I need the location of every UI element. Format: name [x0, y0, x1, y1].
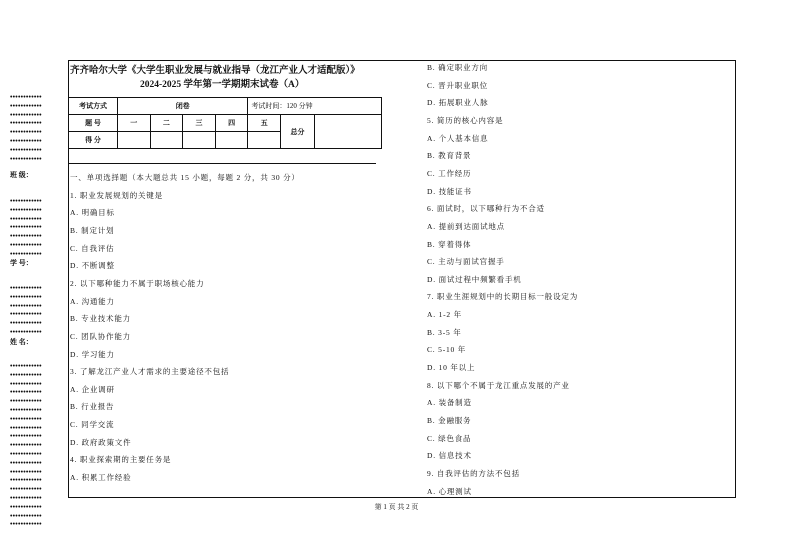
dot-row: ••••••••••••	[10, 370, 42, 379]
option-text: C. 晋升职业职位	[427, 80, 488, 90]
option-text: A. 装备制造	[427, 398, 472, 408]
dot-row: ••••••••••••	[10, 520, 42, 529]
question-text: 8. 以下哪个不属于龙江重点发展的产业	[427, 380, 570, 390]
section-header: 一	[118, 115, 151, 132]
page-footer: 第 1 页 共 2 页	[374, 503, 419, 511]
dot-row: ••••••••••••	[10, 301, 42, 310]
dot-row: ••••••••••••	[10, 240, 42, 249]
dotted-cut-line	[10, 197, 42, 259]
dot-row: ••••••••••••	[10, 414, 42, 423]
section-header: 二	[150, 115, 183, 132]
exam-time: 考试时间：120 分钟	[248, 98, 382, 115]
student-id-label: 学 号：	[10, 259, 33, 267]
score-cell	[118, 132, 151, 149]
dot-row: ••••••••••••	[10, 93, 42, 101]
exam-mode-label: 考试方式	[69, 98, 118, 115]
dot-row: ••••••••••••	[10, 502, 42, 511]
question-text: 9. 自我评估的方法不包括	[427, 468, 520, 478]
option-text: B. 确定职业方向	[427, 63, 488, 72]
option-text: B. 专业技术能力	[70, 314, 131, 324]
dotted-cut-line	[10, 93, 42, 163]
dot-row: ••••••••••••	[10, 154, 42, 163]
option-text: D. 技能证书	[427, 186, 472, 196]
option-text: A. 个人基本信息	[427, 133, 489, 143]
dot-row: ••••••••••••	[10, 128, 42, 137]
exam-mode-value: 闭卷	[118, 98, 248, 115]
dot-row: ••••••••••••	[10, 379, 42, 388]
option-text: A. 明确目标	[70, 208, 115, 218]
dot-row: ••••••••••••	[10, 388, 42, 397]
dot-row: ••••••••••••	[10, 493, 42, 502]
divider	[68, 163, 376, 164]
dot-row: ••••••••••••	[10, 223, 42, 232]
dot-row: ••••••••••••	[10, 441, 42, 450]
question-text: 1. 职业发展规划的关键是	[70, 190, 163, 200]
dot-row: ••••••••••••	[10, 284, 42, 292]
score-cell	[150, 132, 183, 149]
option-text: D. 拓展职业人脉	[427, 98, 489, 108]
exam-title: 齐齐哈尔大学《大学生职业发展与就业指导（龙江产业人才适配版）》	[70, 66, 360, 76]
dot-row: ••••••••••••	[10, 101, 42, 110]
option-text: D. 政府政策文件	[70, 437, 132, 447]
dot-row: ••••••••••••	[10, 214, 42, 223]
option-text: A. 心理测试	[427, 486, 472, 496]
option-text: A. 提前到达面试地点	[427, 221, 505, 231]
question-no-label: 题 号	[69, 115, 118, 132]
dot-row: ••••••••••••	[10, 292, 42, 301]
option-text: A. 企业调研	[70, 384, 115, 394]
dot-row: ••••••••••••	[10, 232, 42, 241]
option-text: D. 不断调整	[70, 261, 115, 271]
dot-row: ••••••••••••	[10, 423, 42, 432]
option-text: A. 1-2 年	[427, 310, 462, 320]
dot-row: ••••••••••••	[10, 145, 42, 154]
option-text: C. 同学交流	[70, 420, 115, 430]
score-cell	[183, 132, 216, 149]
dot-row: ••••••••••••	[10, 405, 42, 414]
section-header: 四	[215, 115, 248, 132]
question-text: 2. 以下哪种能力不属于职场核心能力	[70, 278, 205, 288]
dot-row: ••••••••••••	[10, 397, 42, 406]
option-text: C. 自我评估	[70, 243, 115, 253]
dot-row: ••••••••••••	[10, 485, 42, 494]
option-text: D. 10 年以上	[427, 363, 476, 373]
option-text: B. 行业报告	[70, 402, 115, 412]
class-label: 班 级：	[10, 171, 33, 179]
total-score-cell	[315, 115, 382, 149]
exam-subtitle: 2024-2025 学年第一学期期末试卷（A）	[140, 80, 305, 90]
option-text: B. 3-5 年	[427, 327, 462, 337]
dot-row: ••••••••••••	[10, 205, 42, 214]
score-cell	[248, 132, 281, 149]
question-text: 一、单项选择题（本大题总共 15 小题，每题 2 分，共 30 分）	[70, 173, 300, 182]
section-header: 五	[248, 115, 281, 132]
question-text: 6. 面试时，以下哪种行为不合适	[427, 204, 545, 214]
option-text: C. 5-10 年	[427, 345, 467, 355]
question-text: 5. 简历的核心内容是	[427, 115, 504, 125]
option-text: B. 制定计划	[70, 225, 115, 235]
option-text: B. 穿着得体	[427, 239, 472, 249]
option-text: D. 信息技术	[427, 451, 472, 461]
question-text: 7. 职业生涯规划中的长期目标一般设定为	[427, 292, 578, 302]
dot-row: ••••••••••••	[10, 362, 42, 370]
dot-row: ••••••••••••	[10, 136, 42, 145]
dot-row: ••••••••••••	[10, 449, 42, 458]
option-text: D. 面试过程中频繁看手机	[427, 274, 522, 284]
dot-row: ••••••••••••	[10, 119, 42, 128]
question-text: 3. 了解龙江产业人才需求的主要途径不包括	[70, 367, 230, 377]
option-text: C. 主动与面试官握手	[427, 257, 505, 267]
option-text: C. 团队协作能力	[70, 331, 131, 341]
option-text: D. 学习能力	[70, 349, 115, 359]
score-table	[68, 97, 382, 149]
dot-row: ••••••••••••	[10, 511, 42, 520]
dotted-cut-line	[10, 284, 42, 337]
dot-row: ••••••••••••	[10, 432, 42, 441]
dot-row: ••••••••••••	[10, 319, 42, 328]
dot-row: ••••••••••••	[10, 476, 42, 485]
dot-row: ••••••••••••	[10, 310, 42, 319]
score-cell	[215, 132, 248, 149]
option-text: B. 金融服务	[427, 416, 472, 425]
option-text: C. 绿色食品	[427, 433, 472, 443]
dot-row: ••••••••••••	[10, 458, 42, 467]
name-label: 姓 名：	[10, 338, 33, 346]
score-label: 得 分	[69, 132, 118, 149]
dot-row: ••••••••••••	[10, 197, 42, 205]
total-label: 总分	[281, 115, 315, 149]
option-text: C. 工作经历	[427, 168, 472, 178]
question-text: 4. 职业探索期的主要任务是	[70, 455, 172, 465]
dot-row: ••••••••••••	[10, 249, 42, 258]
section-header: 三	[183, 115, 216, 132]
dot-row: ••••••••••••	[10, 327, 42, 336]
option-text: A. 沟通能力	[70, 296, 115, 306]
dot-row: ••••••••••••	[10, 467, 42, 476]
option-text: B. 教育背景	[427, 151, 472, 161]
dot-row: ••••••••••••	[10, 110, 42, 119]
option-text: A. 积累工作经验	[70, 473, 132, 483]
